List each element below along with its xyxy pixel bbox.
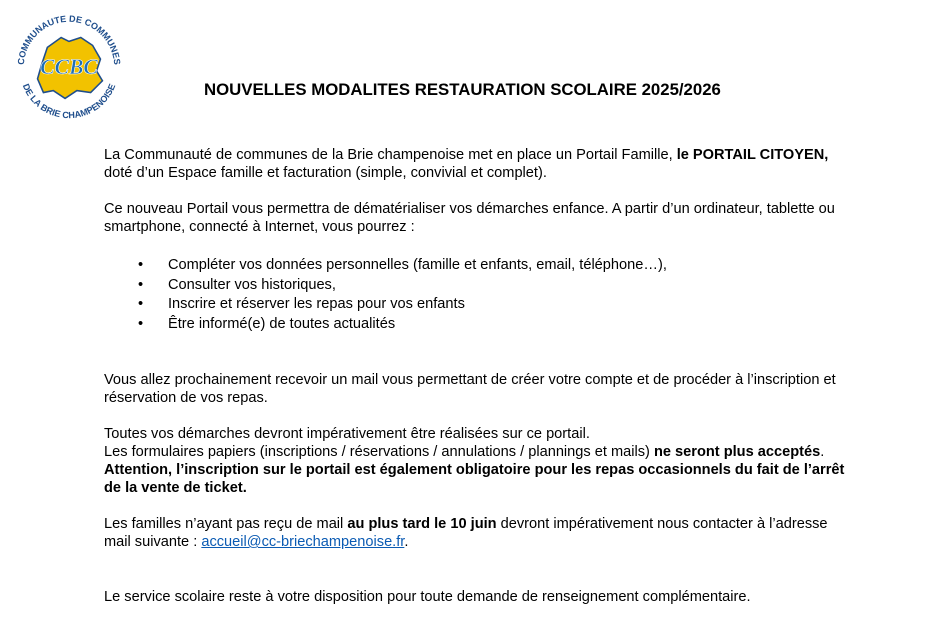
bullet-icon: • xyxy=(138,257,144,273)
paper-forms-text: Les formulaires papiers (inscriptions / réservations / annulations / plannings et mails) xyxy=(104,444,654,460)
portal-name: le PORTAIL CITOYEN, xyxy=(676,147,829,163)
bullet-icon: • xyxy=(138,315,144,332)
logo-bottom-text: DE LA BRIE CHAMPENOISE xyxy=(20,82,118,121)
ccbc-logo xyxy=(10,8,128,126)
intro-paragraph xyxy=(104,146,904,182)
intro-text-cont: doté d’un Espace famille et facturation (simple, convivial et complet). xyxy=(104,165,547,181)
document-body xyxy=(104,146,904,606)
bullet-icon: • xyxy=(138,276,144,293)
deadline-date: au plus tard le 10 juin xyxy=(347,516,497,532)
list-item: • Inscrire et réserver les repas pour vos enfants xyxy=(104,295,904,315)
list-item: • Être informé(e) de toutes actualités xyxy=(104,315,904,335)
contact-email-link[interactable]: accueil@cc-briechampenoise.fr xyxy=(201,534,405,550)
logo-initials: CCBC xyxy=(40,54,98,79)
attention-line-1: Attention, l’inscription sur le portail est également obligatoire pour les repas occasionnels du fait de l’arrêt xyxy=(104,462,845,478)
portal-only-paragraph: Toutes vos démarches devront impérativement être réalisées sur ce portail. Les formulaires papiers (inscriptions / réservations / annulations / plannings et mails) ne seront plus acceptés. Attention, l’inscription sur le portail est également obligatoire pour les repas occasionnels du fait de l’arrêt de la vente de ticket. xyxy=(104,426,845,496)
attention-line-2: de la vente de ticket. xyxy=(104,480,247,496)
mail-paragraph xyxy=(104,371,904,407)
mail-line-2: réservation de vos repas. xyxy=(104,390,268,406)
logo-top-text: COMMUNAUTE DE COMMUNES xyxy=(15,13,123,66)
mail-line-1: Vous allez prochainement recevoir un mail vous permettant de créer votre compte et de procéder à l’inscription et xyxy=(104,372,836,388)
page-title: NOUVELLES MODALITES RESTAURATION SCOLAIRE 2025/2026 xyxy=(204,80,721,99)
portal-line-2: smartphone, connecté à Internet, vous pourrez : xyxy=(104,219,415,235)
not-accepted-text: ne seront plus acceptés xyxy=(653,444,821,460)
portal-only-line-1: Toutes vos démarches devront impérativement être réalisées sur ce portail. xyxy=(104,426,590,442)
feature-list xyxy=(104,256,904,334)
list-item: • Compléter vos données personnelles (famille et enfants, email, téléphone…), xyxy=(104,256,904,276)
portal-paragraph xyxy=(104,200,904,236)
bullet-icon: • xyxy=(138,296,144,312)
intro-text: La Communauté de communes de la Brie champenoise met en place un Portail Famille, xyxy=(104,147,677,163)
closing-paragraph: Le service scolaire reste à votre disposition pour toute demande de renseignement complémentaire. xyxy=(104,589,751,605)
portal-line-1: Ce nouveau Portail vous permettra de dématérialiser vos démarches enfance. A partir d’un ordinateur, tablette ou xyxy=(104,201,835,217)
deadline-paragraph: Les familles n’ayant pas reçu de mail au plus tard le 10 juin devront impérativement nous contacter à l’adresse mail suivante : accueil@cc-briechampenoise.fr. xyxy=(104,516,828,550)
list-item: • Consulter vos historiques, xyxy=(104,276,904,296)
